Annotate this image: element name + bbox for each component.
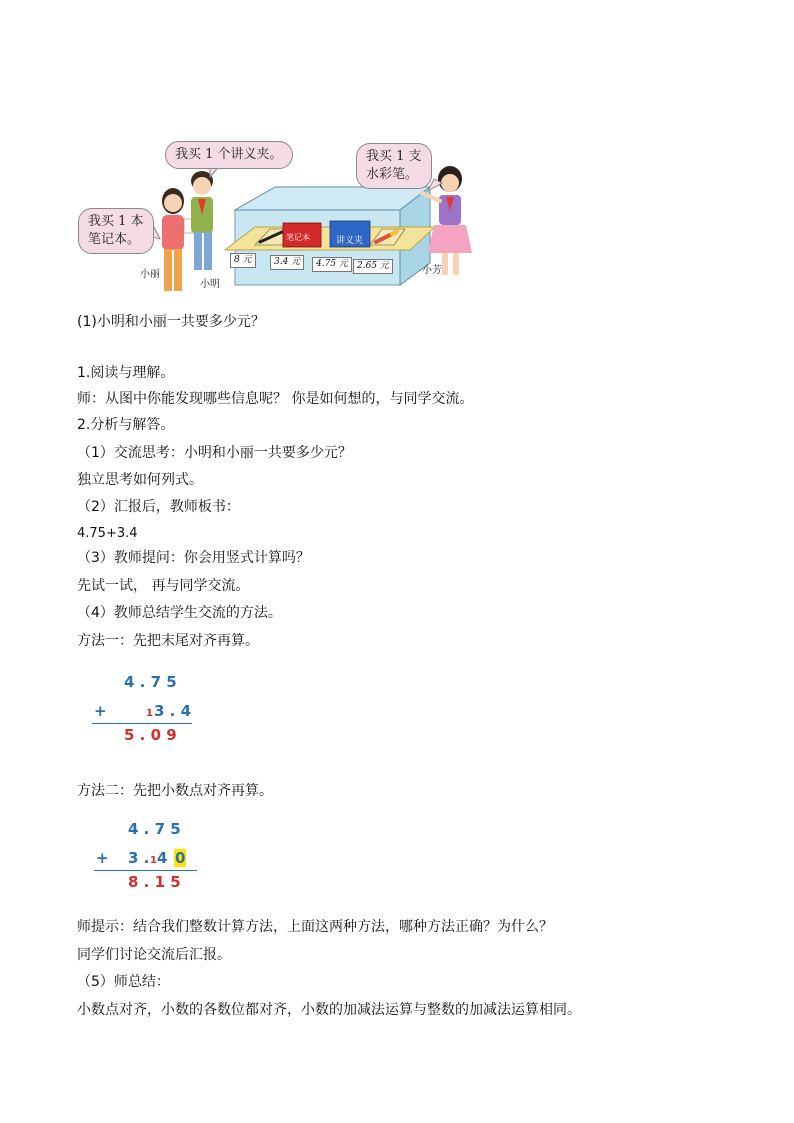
method1-carry: 1	[146, 708, 153, 719]
price-tag-notebook: 3.4 元	[270, 255, 304, 270]
sub-step-5: （5）师总结：	[77, 974, 170, 990]
think-text: 独立思考如何列式。	[77, 472, 203, 488]
discussion-text: 同学们讨论交流后汇报。	[77, 947, 231, 963]
price-tag-pen: 8 元	[230, 253, 256, 268]
price-tag-marker: 2.65 元	[353, 259, 393, 274]
counter-top	[235, 187, 430, 210]
xiaoli-figure	[162, 188, 194, 291]
method2-top-number: 4 . 7 5	[128, 820, 181, 838]
expression: 4.75+3.4	[77, 526, 138, 541]
notebook-label: 笔记本	[286, 233, 310, 242]
name-xiaofang: 小芳	[422, 265, 442, 276]
speech-bubble-xiaofang	[356, 143, 432, 189]
method-1-label: 方法一：先把末尾对齐再算。	[77, 633, 259, 649]
price-tag-folder: 4.75 元	[312, 257, 352, 272]
method-2-label: 方法二：先把小数点对齐再算。	[77, 783, 273, 799]
method2-result: 8 . 1 5	[128, 873, 181, 891]
method1-result: 5 . 0 9	[124, 726, 177, 744]
method2-carry: 1	[150, 855, 157, 866]
bubble-text-xiaoli-1: 我买 1 本	[88, 214, 144, 229]
illustration	[70, 135, 490, 305]
name-xiaoli: 小丽	[140, 269, 160, 280]
method2-plus-sign: +	[96, 849, 109, 867]
summary-text: 小数点对齐，小数的各数位都对齐，小数的加减法运算与整数的加减法运算相同。	[77, 1002, 581, 1018]
try-text: 先试一试， 再与同学交流。	[77, 578, 250, 594]
sub-step-4: （4）教师总结学生交流的方法。	[77, 605, 282, 621]
xiaoming-figure	[191, 171, 213, 270]
sub-step-2: （2）汇报后，教师板书：	[77, 499, 240, 515]
method1-plus-sign: +	[94, 702, 107, 720]
method2-rule	[94, 870, 197, 871]
method1-rule	[92, 723, 192, 724]
name-xiaoming: 小明	[200, 279, 220, 290]
method1-top-number: 4 . 7 5	[124, 673, 177, 691]
speech-bubble-xiaoming	[165, 141, 293, 169]
folder-label: 讲义夹	[336, 236, 364, 246]
bubble-text-xiaoli-2: 笔记本。	[88, 232, 141, 247]
step-analysis: 2.分析与解答。	[77, 417, 175, 433]
bubble-text-xiaoming: 我买 1 个讲义夹。	[175, 147, 283, 162]
speech-bubble-xiaoli	[78, 208, 154, 254]
method2-padded-zero: 0	[175, 849, 186, 867]
step-reading: 1.阅读与理解。	[77, 365, 175, 381]
method2-second-tenth: 4	[157, 849, 168, 867]
sub-step-1: （1）交流思考：小明和小丽一共要多少元？	[77, 445, 352, 461]
teacher-question: 师：从图中你能发现哪些信息呢？ 你是如何想的，与同学交流。	[77, 391, 474, 407]
bubble-text-xiaofang-1: 我买 1 支	[366, 149, 422, 164]
teacher-hint: 师提示：结合我们整数计算方法，上面这两种方法，哪种方法正确？为什么？	[77, 919, 553, 935]
method1-second-number: 3 . 4	[154, 702, 192, 720]
method2-second-int: 3 .	[128, 849, 150, 867]
question-1: (1)小明和小丽一共要多少元？	[77, 314, 265, 330]
bubble-text-xiaofang-2: 水彩笔。	[366, 167, 419, 182]
sub-step-3: （3）教师提问：你会用竖式计算吗？	[77, 550, 310, 566]
